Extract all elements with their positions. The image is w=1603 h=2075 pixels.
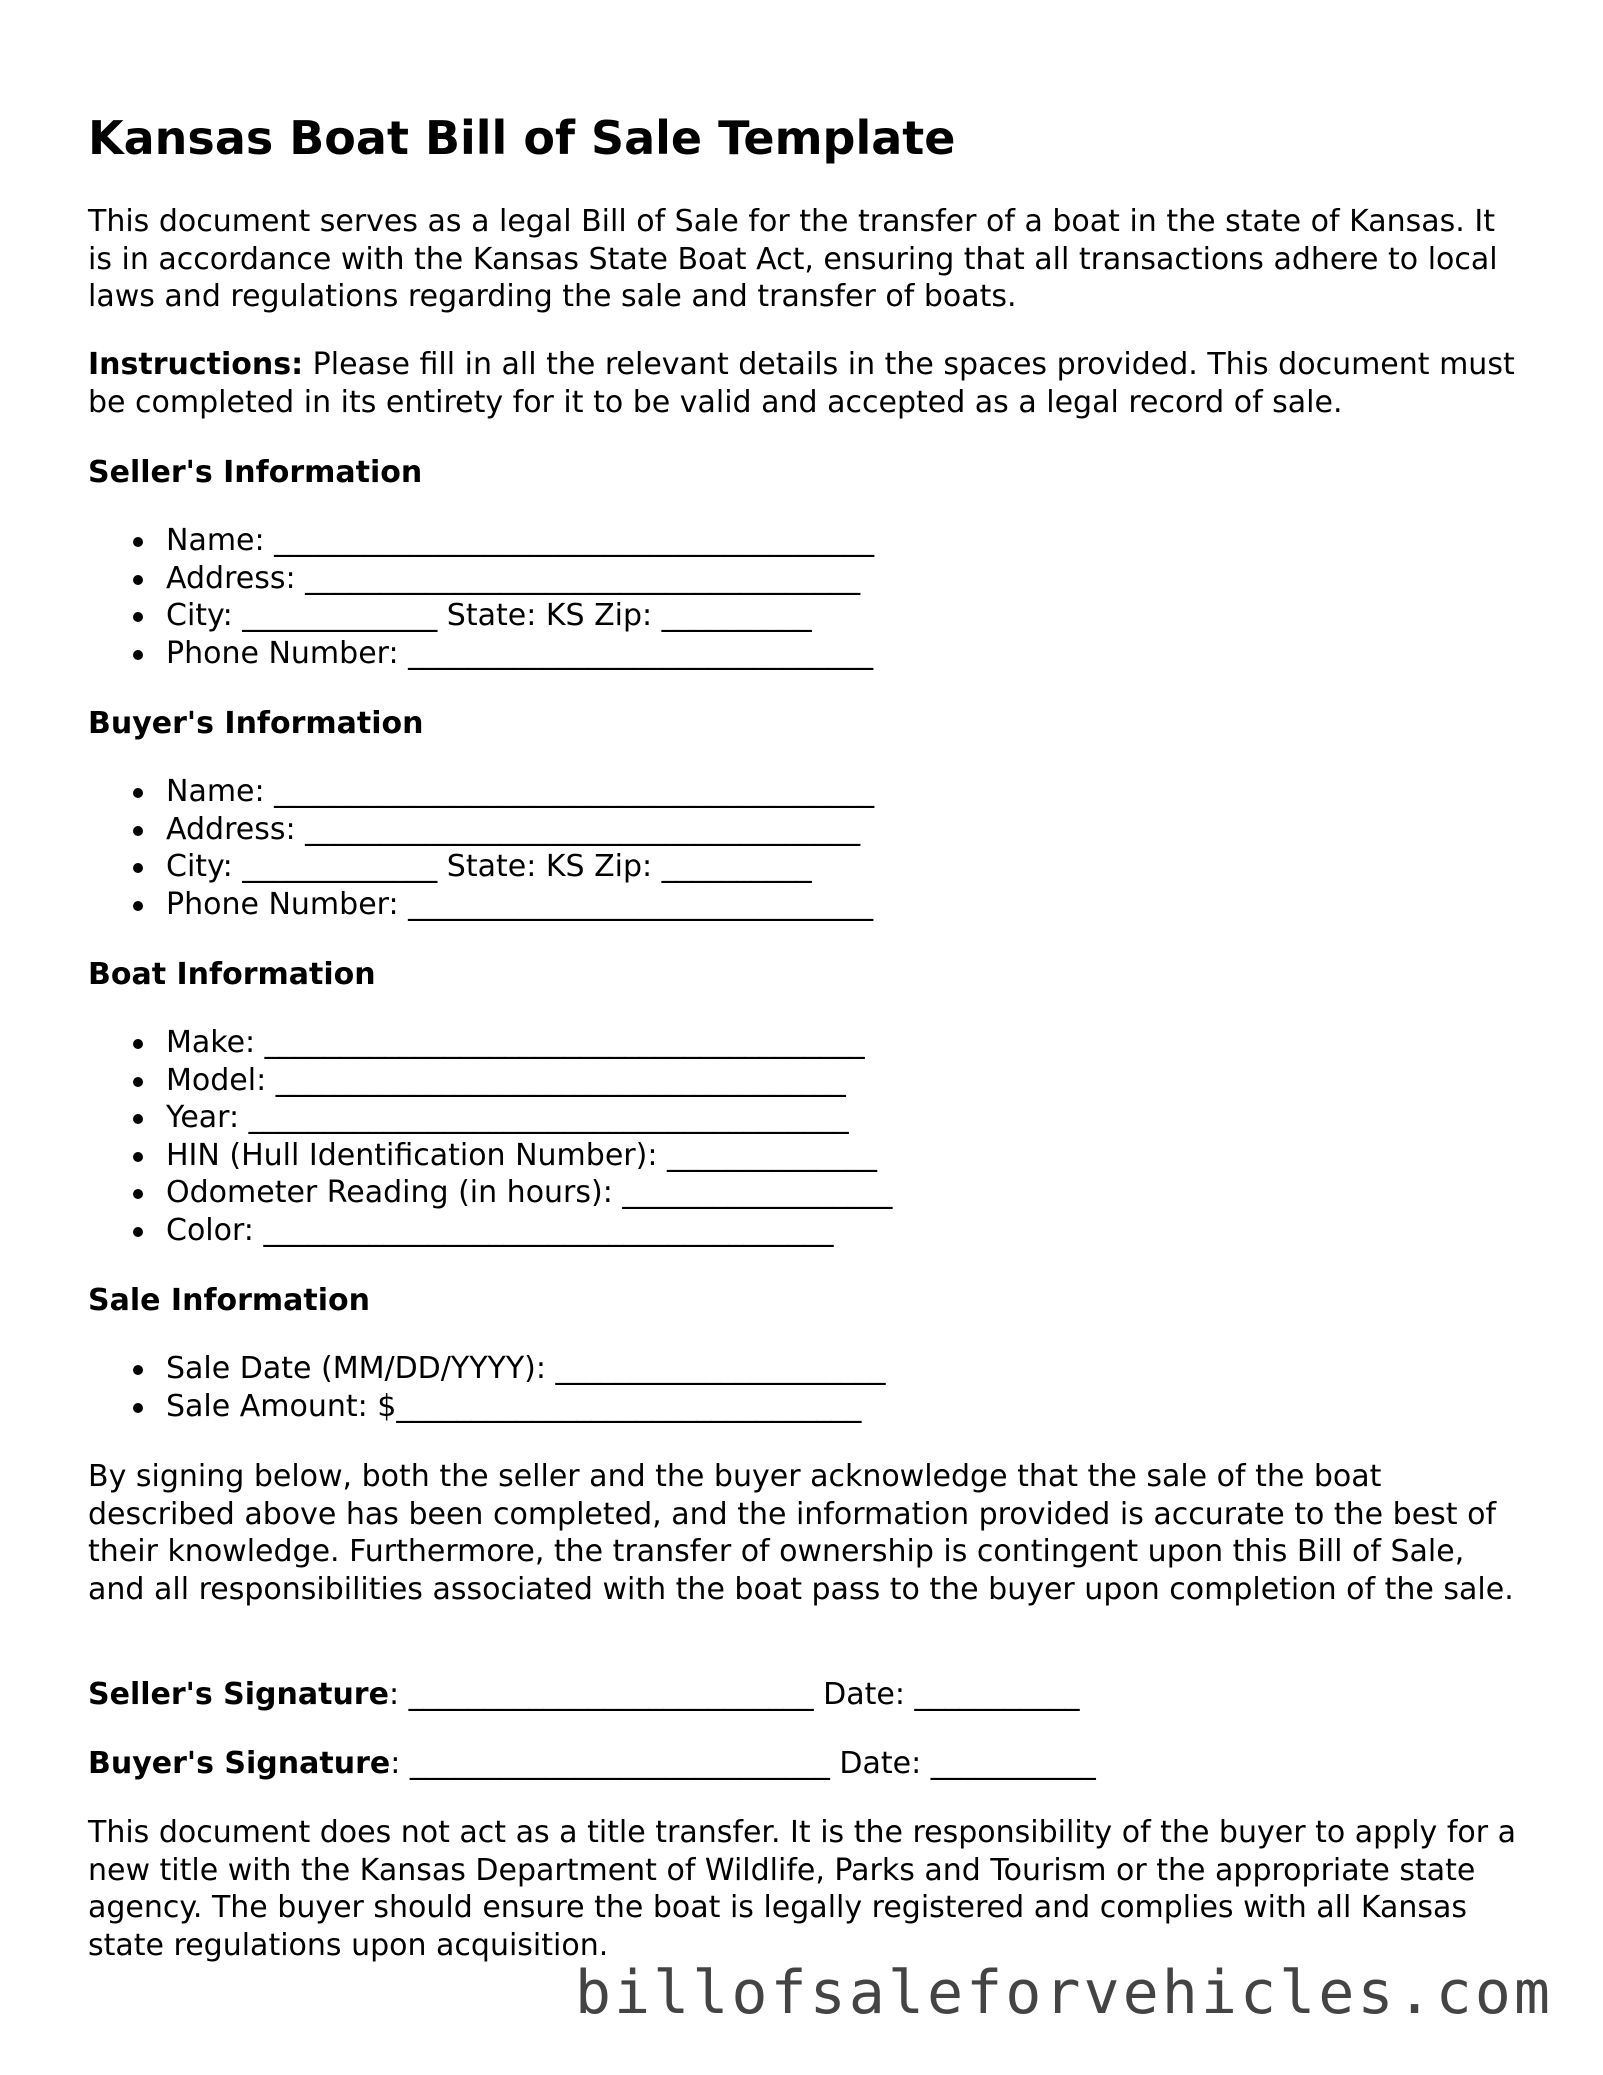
boat-year-field[interactable]: Year: ________________________________________ (88, 1099, 892, 1137)
buyer-signature-line[interactable] (88, 1745, 1096, 1783)
seller-address-field[interactable]: Address: _____________________________________ (88, 560, 874, 598)
boat-model-field[interactable]: Model: ______________________________________ (88, 1062, 892, 1100)
buyer-address-field[interactable]: Address: _____________________________________ (88, 811, 874, 849)
instructions-label: Instructions: (88, 347, 304, 382)
buyer-heading: Buyer's Information (88, 706, 424, 741)
instructions-paragraph (88, 346, 1528, 421)
boat-hin-field[interactable]: HIN (Hull Identification Number): ______________ (88, 1137, 892, 1175)
boat-make-field[interactable]: Make: ________________________________________ (88, 1024, 892, 1062)
document-title: Kansas Boat Bill of Sale Template (88, 111, 956, 165)
seller-signature-line[interactable] (88, 1676, 1079, 1714)
boat-heading: Boat Information (88, 957, 376, 992)
seller-city-state-zip-field[interactable]: City: _____________ State: KS Zip: __________ (88, 597, 874, 635)
intro-paragraph: This document serves as a legal Bill of Sale for the transfer of a boat in the state of Kansas. It is in accordance with the Kansas State Boat Act, ensuring that all transactions adhere to local laws and regulations regarding the sale and transfer of boats. (88, 204, 1498, 314)
seller-signature-label: Seller's Signature (88, 1677, 389, 1712)
watermark: billofsaleforvehicles.com (574, 1958, 1553, 2028)
seller-fields (88, 522, 874, 672)
seller-heading: Seller's Information (88, 455, 423, 490)
seller-name-field[interactable]: Name: ________________________________________ (88, 522, 874, 560)
boat-odometer-field[interactable]: Odometer Reading (in hours): __________________ (88, 1174, 892, 1212)
seller-signature-blank[interactable]: : ___________________________ Date: ___________ (388, 1677, 1080, 1712)
seller-phone-field[interactable]: Phone Number: _______________________________ (88, 635, 874, 673)
buyer-city-state-zip-field[interactable]: City: _____________ State: KS Zip: __________ (88, 848, 874, 886)
sale-date-field[interactable]: Sale Date (MM/DD/YYYY): ______________________ (88, 1350, 886, 1388)
instructions-text: Please fill in all the relevant details in the spaces provided. This document must be completed in its entirety for it to be valid and accepted as a legal record of sale. (88, 347, 1515, 420)
buyer-phone-field[interactable]: Phone Number: _______________________________ (88, 886, 874, 924)
disclaimer-paragraph: This document does not act as a title transfer. It is the responsibility of the buyer to apply for a new title with the Kansas Department of Wildlife, Parks and Tourism or the appropriate state agency. The buyer should ensure the boat is legally registered and complies with all Kansas state regulations upon acquisition. (88, 1815, 1516, 1963)
sale-amount-field[interactable]: Sale Amount: $_______________________________ (88, 1388, 886, 1426)
sale-fields (88, 1350, 886, 1425)
buyer-signature-blank[interactable]: : ____________________________ Date: ___________ (390, 1746, 1096, 1781)
buyer-name-field[interactable]: Name: ________________________________________ (88, 773, 874, 811)
sale-heading: Sale Information (88, 1283, 370, 1318)
buyer-fields (88, 773, 874, 923)
buyer-signature-label: Buyer's Signature (88, 1746, 391, 1781)
boat-fields (88, 1024, 892, 1249)
boat-color-field[interactable]: Color: ______________________________________ (88, 1212, 892, 1250)
acknowledgement-paragraph: By signing below, both the seller and the buyer acknowledge that the sale of the boat described above has been completed, and the information provided is accurate to the best of their knowledge. Furthermore, the transfer of ownership is contingent upon this Bill of Sale, and all responsibilities associated with the boat pass to the buyer upon completion of the sale. (88, 1459, 1514, 1607)
